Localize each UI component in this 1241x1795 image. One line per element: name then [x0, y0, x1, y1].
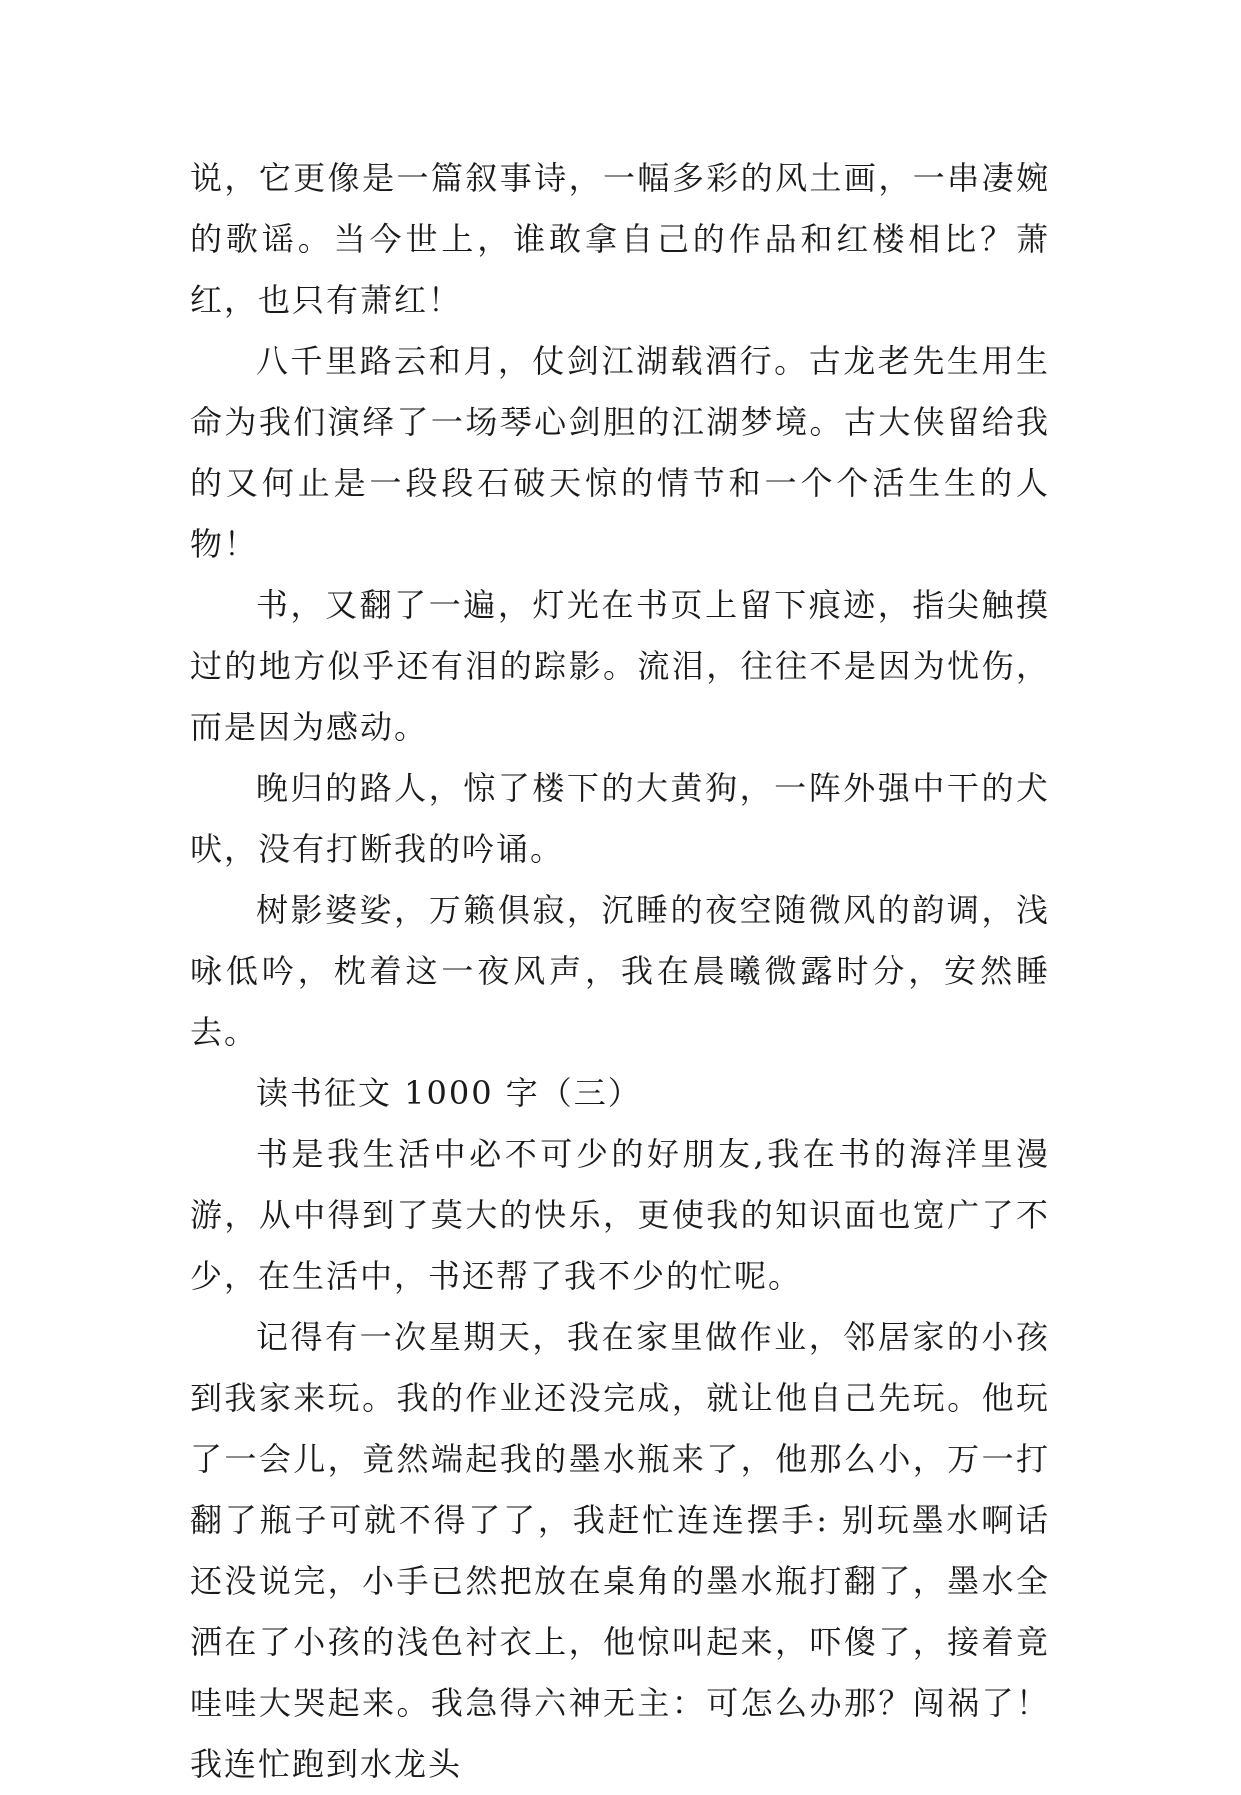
paragraph-2: 八千里路云和月，仗剑江湖载酒行。古龙老先生用生命为我们演绎了一场琴心剑胆的江湖梦境。古大侠留给我的又何止是一段段石破天惊的情节和一个个活生生的人物！ [190, 342, 1050, 563]
paragraph-3: 书，又翻了一遍，灯光在书页上留下痕迹，指尖触摸过的地方似乎还有泪的踪影。流泪，往往不是因为忧伤，而是因为感动。 [190, 586, 1050, 746]
paragraph-7: 书是我生活中必不可少的好朋友,我在书的海洋里漫游，从中得到了莫大的快乐，更使我的知识面也宽广了不少，在生活中，书还帮了我不少的忙呢。 [190, 1135, 1050, 1295]
paragraph-5: 树影婆娑，万籁俱寂，沉睡的夜空随微风的韵调，浅咏低吟，枕着这一夜风声，我在晨曦微露时分，安然睡去。 [190, 891, 1050, 1051]
paragraph-8: 记得有一次星期天，我在家里做作业，邻居家的小孩到我家来玩。我的作业还没完成，就让他自己先玩。他玩了一会儿，竟然端起我的墨水瓶来了，他那么小，万一打翻了瓶子可就不得了了，我赶忙连连摆手: 别玩墨水啊话还没说完，小手已然把放在桌角的墨水瓶打翻了，墨水全洒在了小孩的浅色衬衣上，他惊叫起来，吓傻了，接着竟哇哇大哭起来。我急得六神无主：可怎么办那？闯祸了！我连忙跑到水龙头 [190, 1318, 1050, 1783]
section-heading: 读书征文 1000 字（三） [256, 1074, 642, 1112]
paragraph-1: 说，它更像是一篇叙事诗，一幅多彩的风土画，一串凄婉的歌谣。当今世上，谁敢拿自己的作品和红楼相比？萧红，也只有萧红！ [190, 159, 1050, 319]
document-body [190, 148, 1050, 1795]
paragraph-4: 晚归的路人，惊了楼下的大黄狗，一阵外强中干的犬吠，没有打断我的吟诵。 [190, 769, 1050, 868]
